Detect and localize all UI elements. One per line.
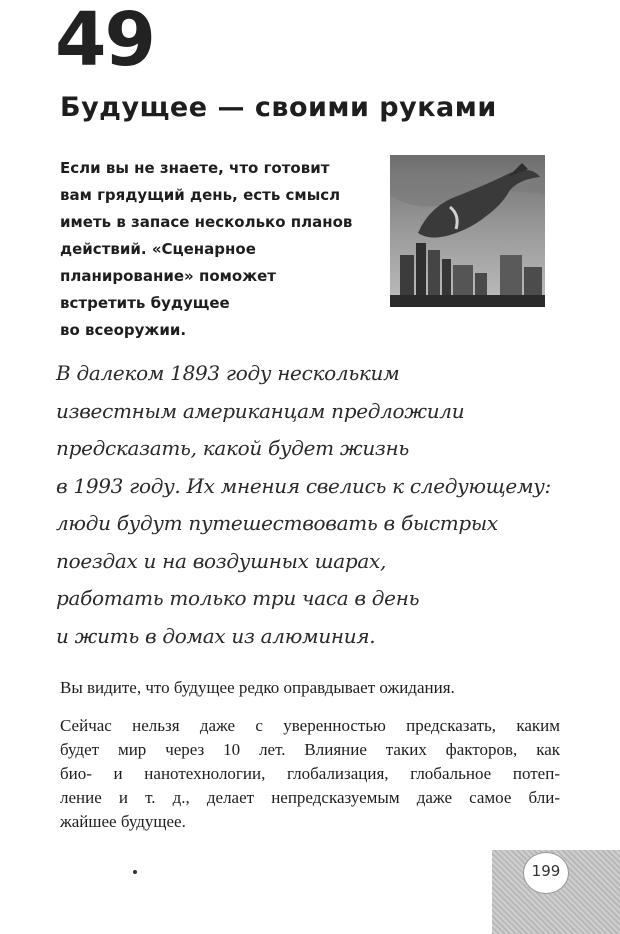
body-line: Сейчас нельзя даже с уверенностью предсказать, каким: [60, 716, 560, 735]
print-speck: [133, 870, 137, 874]
body-line: ление и т. д., делает непредсказуемым даже самое бли-: [60, 788, 560, 807]
quote-line: известным американцам предложили: [56, 398, 465, 423]
intro-paragraph: [60, 155, 380, 344]
intro-line: во всеоружии.: [60, 321, 187, 339]
quote-line: люди будут путешествовать в быстрых: [56, 511, 498, 535]
whale-over-city-illustration: [390, 155, 545, 307]
quote-line: В далеком 1893 году нескольким: [56, 361, 400, 385]
body-line: био- и нанотехнологии, глобализация, глобальное потеп-: [60, 764, 560, 783]
chapter-number: 49: [55, 0, 154, 83]
body-paragraph-1: Вы видите, что будущее редко оправдывает ожидания.: [60, 678, 455, 697]
intro-line: встретить будущее: [60, 294, 230, 312]
intro-line: планирование» поможет: [60, 267, 276, 285]
chapter-title: Будущее — своими руками: [60, 92, 497, 123]
intro-line: Если вы не знаете, что готовит: [60, 159, 330, 177]
body-line: будет мир через 10 лет. Влияние таких факторов, как: [60, 740, 560, 759]
quote-line: и жить в домах из алюминия.: [56, 623, 376, 648]
quote-line: предсказать, какой будет жизнь: [56, 436, 409, 460]
body-line: жайшее будущее.: [60, 812, 186, 831]
quote-line: поездах и на воздушных шарах,: [56, 548, 387, 573]
quote-handwritten: [56, 355, 556, 655]
body-paragraph-2: [60, 714, 560, 834]
intro-line: вам грядущий день, есть смысл: [60, 186, 341, 204]
intro-line: действий. «Сценарное: [60, 240, 256, 258]
quote-line: в 1993 году. Их мнения свелись к следующему:: [56, 473, 551, 498]
page-number: 199: [531, 862, 561, 880]
quote-line: работать только три часа в день: [56, 586, 420, 610]
intro-line: иметь в запасе несколько планов: [60, 213, 353, 231]
